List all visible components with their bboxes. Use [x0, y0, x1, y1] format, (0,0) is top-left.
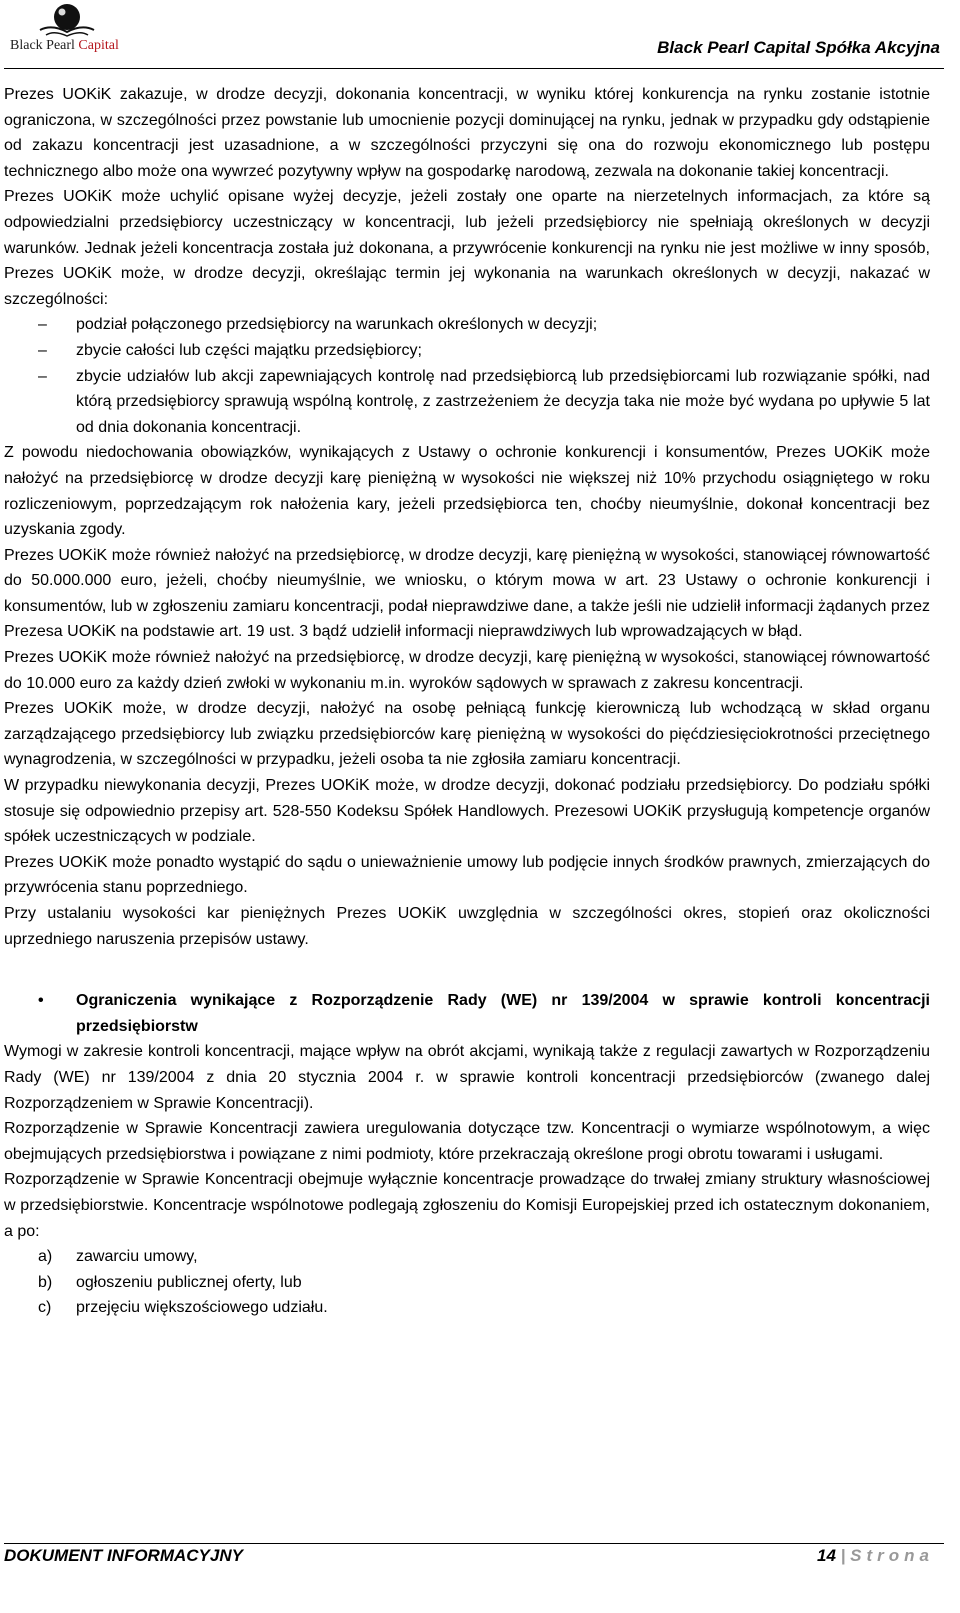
list-item-text: zbycie całości lub części majątku przedsiębiorcy;	[76, 341, 422, 359]
company-name: Black Pearl Capital Spółka Akcyjna	[657, 38, 940, 57]
paragraph: Rozporządzenie w Sprawie Koncentracji zawiera uregulowania dotyczące tzw. Koncentracji o wymiarze wspólnotowym, a więc obejmujących przedsiębiorstwa i powiązane z nimi podmioty, które przekraczają określone progi obrotu towarami i usługami.	[4, 1120, 930, 1163]
paragraph: Rozporządzenie w Sprawie Koncentracji obejmuje wyłącznie koncentracje prowadzące do trwałej zmiany struktury własnościowej w przedsiębiorstwie. Koncentracje wspólnotowe podlegają zgłoszeniu do Komisji Europejskiej przed ich ostatecznym dokonaniem, a po:	[4, 1171, 930, 1240]
list-letter: c)	[38, 1299, 52, 1317]
list-item	[4, 364, 930, 441]
list-item	[4, 1295, 930, 1321]
paragraph: Prezes UOKiK może również nałożyć na przedsiębiorcę, w drodze decyzji, karę pieniężną w wysokości, stanowiącej równowartość do 10.000 euro za każdy dzień zwłoki w wykonaniu m.in. wyroków sądowych w sprawach z zakresu koncentracji.	[4, 649, 930, 692]
paragraph: Wymogi w zakresie kontroli koncentracji, mające wpływ na obrót akcjami, wynikają także z regulacji zawartych w Rozporządzeniu Rady (WE) nr 139/2004 z dnia 20 stycznia 2004 r. w sprawie kontroli koncentracji przedsiębiorców (zwanego dalej Rozporządzeniem w Sprawie Koncentracji).	[4, 1043, 930, 1112]
section-heading-text: Ograniczenia wynikające z Rozporządzenie Rady (WE) nr 139/2004 w sprawie kontroli koncentracji przedsiębiorstw	[76, 992, 930, 1035]
paragraph: Prezes UOKiK może ponadto wystąpić do sądu o unieważnienie umowy lub podjęcie innych środków prawnych, zmierzających do przywrócenia stanu poprzedniego.	[4, 853, 930, 897]
paragraph: Prezes UOKiK może uchylić opisane wyżej decyzje, jeżeli zostały one oparte na nierzetelnych informacjach, za które są odpowiedzialni przedsiębiorcy uczestniczący w koncentracji, lub jeżeli przedsiębiorcy nie spełniają określonych w decyzji warunków. Jednak jeżeli koncentracja została już dokonana, a przywrócenie konkurencji na rynku nie jest możliwe w inny sposób, Prezes UOKiK może, w drodze decyzji, określając termin jej wykonania na warunkach określonych w decyzji, nakazać w szczególności:	[4, 188, 930, 308]
list-item	[4, 312, 930, 338]
header-divider	[4, 68, 944, 69]
dash-marker: –	[38, 367, 47, 385]
list-item	[4, 338, 930, 364]
bullet-marker: •	[38, 992, 44, 1010]
document-body	[4, 82, 930, 1321]
paragraph: Prezes UOKiK może również nałożyć na przedsiębiorcę, w drodze decyzji, karę pieniężną w wysokości, stanowiącej równowartość do 50.000.000 euro, jeżeli, choćby nieumyślnie, we wniosku, o którym mowa w art. 23 Ustawy o ochronie konkurencji i konsumentów, lub w zgłoszeniu zamiaru koncentracji, podał nieprawdziwe dane, a także jeśli nie udzielił informacji żądanych przez Prezesa UOKiK na podstawie art. 19 ust. 3 bądź udzielił informacji nieprawdziwych lub wprowadzających w błąd.	[4, 546, 930, 641]
dash-marker: –	[38, 316, 47, 334]
paragraph: W przypadku niewykonania decyzji, Prezes UOKiK może, w drodze decyzji, dokonać podziału przedsiębiorcy. Do podziału spółki stosuje się odpowiednio przepisy art. 528-550 Kodeksu Spółek Handlowych. Prezesowi UOKiK przysługują kompetencje organów spółek uczestniczących w podziale.	[4, 777, 930, 846]
section-heading	[4, 988, 930, 1039]
pearl-logo-icon	[32, 2, 102, 40]
list-item-text: zawarciu umowy,	[76, 1248, 198, 1266]
paragraph: Prezes UOKiK zakazuje, w drodze decyzji, dokonania koncentracji, w wyniku której konkurencja na rynku zostanie istotnie ograniczona, w szczególności przez powstanie lub umocnienie pozycji dominującej na rynku, jednak w przypadku gdy odstąpienie od zakazu koncentracji jest uzasadnione, a w szczególności przyczyni się ona do rozwoju ekonomicznego lub postępu technicznego albo może ona wywrzeć pozytywny wpływ na gospodarkę narodową, zezwala na dokonanie takiej koncentracji.	[4, 86, 930, 180]
list-item-text: przejęciu większościowego udziału.	[76, 1299, 328, 1317]
company-logo	[4, 2, 134, 60]
list-letter: a)	[38, 1248, 53, 1266]
list-item-text: ogłoszeniu publicznej oferty, lub	[76, 1273, 302, 1291]
paragraph: Prezes UOKiK może, w drodze decyzji, nałożyć na osobę pełniącą funkcję kierowniczą lub wchodzącą w skład organu zarządzającego przedsiębiorcy lub związku przedsiębiorców karę pieniężną w wysokości do pięćdziesięciokrotności przeciętnego wynagrodzenia, w szczególności w przypadku, jeżeli osoba ta nie zgłosiła zamiaru koncentracji.	[4, 700, 930, 769]
page-number: 14	[817, 1546, 836, 1565]
page-indicator	[817, 1546, 934, 1566]
list-item-text: podział połączonego przedsiębiorcy na warunkach określonych w decyzji;	[76, 316, 598, 334]
logo-wordmark	[10, 38, 119, 54]
list-item	[4, 1244, 930, 1270]
footer-divider	[4, 1543, 944, 1544]
lettered-list	[4, 1244, 930, 1321]
document-label: DOKUMENT INFORMACYJNY	[4, 1546, 243, 1565]
page-header	[0, 0, 960, 70]
page-separator: |	[840, 1546, 846, 1565]
logo-text-black: Black Pearl	[10, 38, 75, 53]
list-item-text: zbycie udziałów lub akcji zapewniających kontrolę nad przedsiębiorcą lub przedsiębiorcami lub rozwiązanie spółki, nad którą przedsiębiorcy sprawują wspólną kontrolę, z zastrzeżeniem że decyzja taka nie może być wydana po upływie 5 lat od dnia dokonania koncentracji.	[76, 367, 930, 436]
paragraph: Z powodu niedochowania obowiązków, wynikających z Ustawy o ochronie konkurencji i konsumentów, Prezes UOKiK może nałożyć na przedsiębiorcę w drodze decyzji karę pieniężną w wysokości nie większej niż 10% przychodu osiągniętego w roku rozliczeniowym, poprzedzającym rok nałożenia kary, jeżeli przedsiębiorca ten, choćby nieumyślnie, dokonał koncentracji bez uzyskania zgody.	[4, 444, 930, 539]
logo-text-accent: Capital	[78, 38, 119, 53]
list-item	[4, 1270, 930, 1296]
list-letter: b)	[38, 1273, 53, 1291]
paragraph: Przy ustalaniu wysokości kar pieniężnych Prezes UOKiK uwzględnia w szczególności okres, stopień oraz okoliczności uprzedniego naruszenia przepisów ustawy.	[4, 905, 930, 948]
dash-list	[4, 312, 930, 440]
page-word: Strona	[850, 1546, 934, 1565]
dash-marker: –	[38, 341, 47, 359]
